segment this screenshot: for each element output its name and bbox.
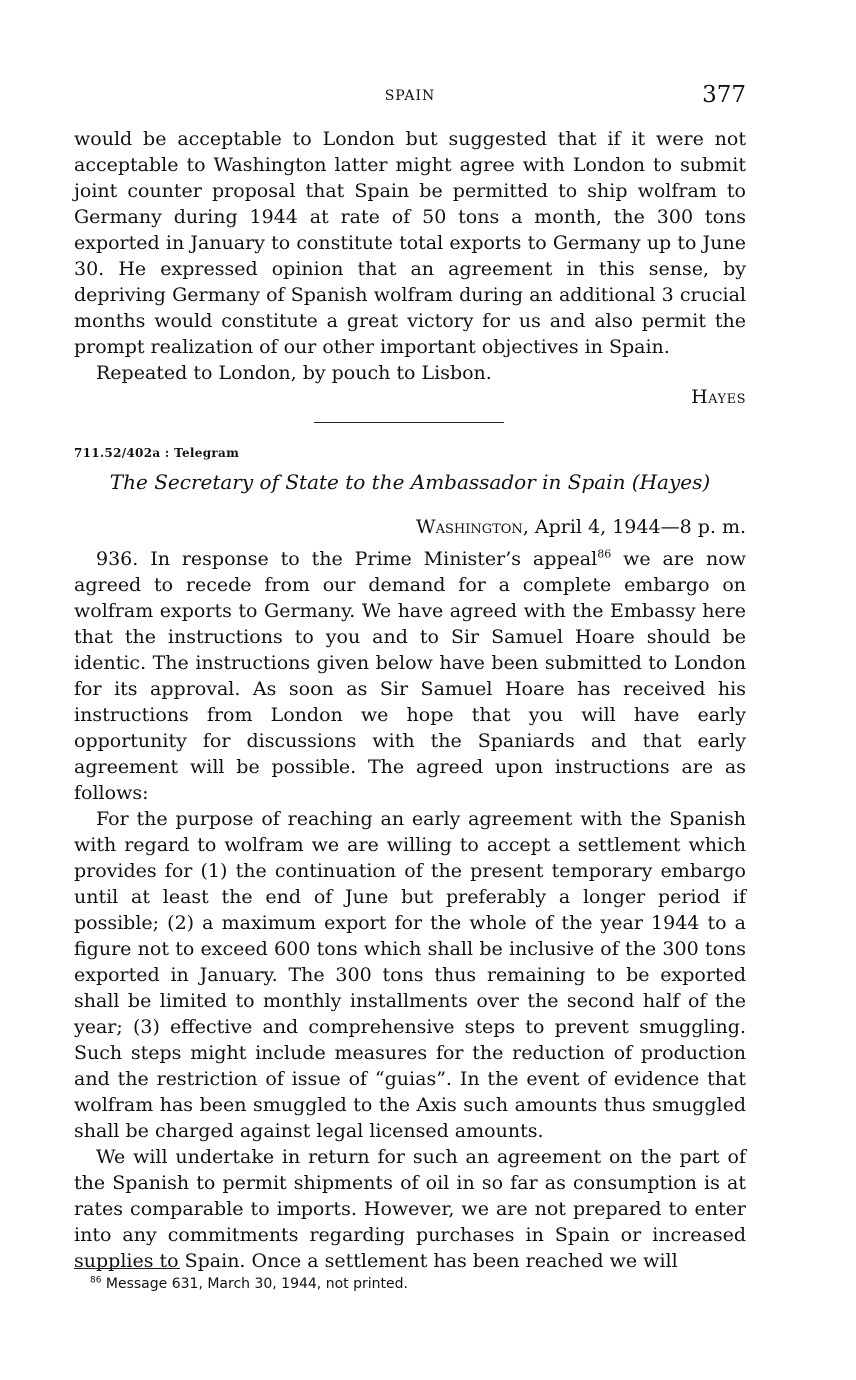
telegram-paragraph-2: For the purpose of reaching an early agreement with the Spanish with regard to wolfram we are willing to accept a settlement which provides for (1) the continuation of the present temporary embargo until at least the end of June but preferably a longer period if possible; (2) a maximum export for the whole of the year 1944 to a figure not to exceed 600 tons which shall be inclusive of the 300 tons exported in January. The 300 tons thus remaining to be exported shall be limited to monthly installments over the second half of the year; (3) effective and comprehensive steps to prevent smuggling. Such steps might include measures for the reduction of production and the restriction of issue of “guias”. In the event of evidence that wolfram has been smuggled to the Axis such amounts thus smuggled shall be charged against legal licensed amounts. (74, 808, 746, 1142)
continuation-block (74, 126, 746, 386)
section-divider (314, 422, 504, 423)
footnote-reference[interactable]: 86 (597, 547, 612, 561)
file-reference: 711.52/402a : Telegram (74, 446, 240, 460)
footnote-divider (74, 1268, 180, 1269)
document-heading: The Secretary of State to the Ambassador in Spain (Hayes) (109, 470, 711, 494)
repeated-note: Repeated to London, by pouch to Lisbon. (96, 362, 492, 384)
dateline-place: Washington (416, 516, 523, 538)
signature: Hayes (691, 386, 746, 408)
running-head (74, 84, 746, 112)
running-title: SPAIN (384, 88, 436, 104)
page-number: 377 (702, 82, 746, 108)
footnote-text: Message 631, March 30, 1944, not printed. (105, 1276, 408, 1292)
dateline (416, 516, 746, 538)
telegram-body (74, 546, 746, 1274)
paragraph-1-rest: we are now agreed to recede from our demand for a complete embargo on wolfram exports to Germany. We have agreed with the Embassy here that the instructions to you and to Sir Samuel Hoare should be identic. The instructions given below have been submitted to London for its approval. As soon as Sir Samuel Hoare has received his instructions from London we hope that you will have early opportunity for discussions with the Spaniards and that early agreement will be possible. The agreed upon instructions are as follows: (74, 548, 746, 804)
continuation-paragraph: would be acceptable to London but suggested that if it were not acceptable to Washington latter might agree with London to submit joint counter proposal that Spain be permitted to ship wolfram to Germany during 1944 at rate of 50 tons a month, the 300 tons exported in January to constitute total exports to Germany up to June 30. He expressed opinion that an agreement in this sense, by depriving Germany of Spanish wolfram during an additional 3 crucial months would constitute a great victory for us and also permit the prompt realization of our other important objectives in Spain. (74, 128, 746, 358)
dateline-date: , April 4, 1944—8 p. m. (522, 516, 746, 538)
telegram-paragraph-1 (74, 546, 746, 806)
telegram-paragraph-3: We will undertake in return for such an agreement on the part of the Spanish to permit shipments of oil in so far as consumption is at rates comparable to imports. However, we are not prepared to enter into any commitments regarding purchases in Spain or increased supplies to Spain. Once a settlement has been reached we will (74, 1146, 746, 1272)
footnote (90, 1276, 408, 1292)
paragraph-1-start: 936. In response to the Prime Minister’s appeal (96, 548, 598, 570)
footnote-mark: 86 (90, 1275, 102, 1286)
